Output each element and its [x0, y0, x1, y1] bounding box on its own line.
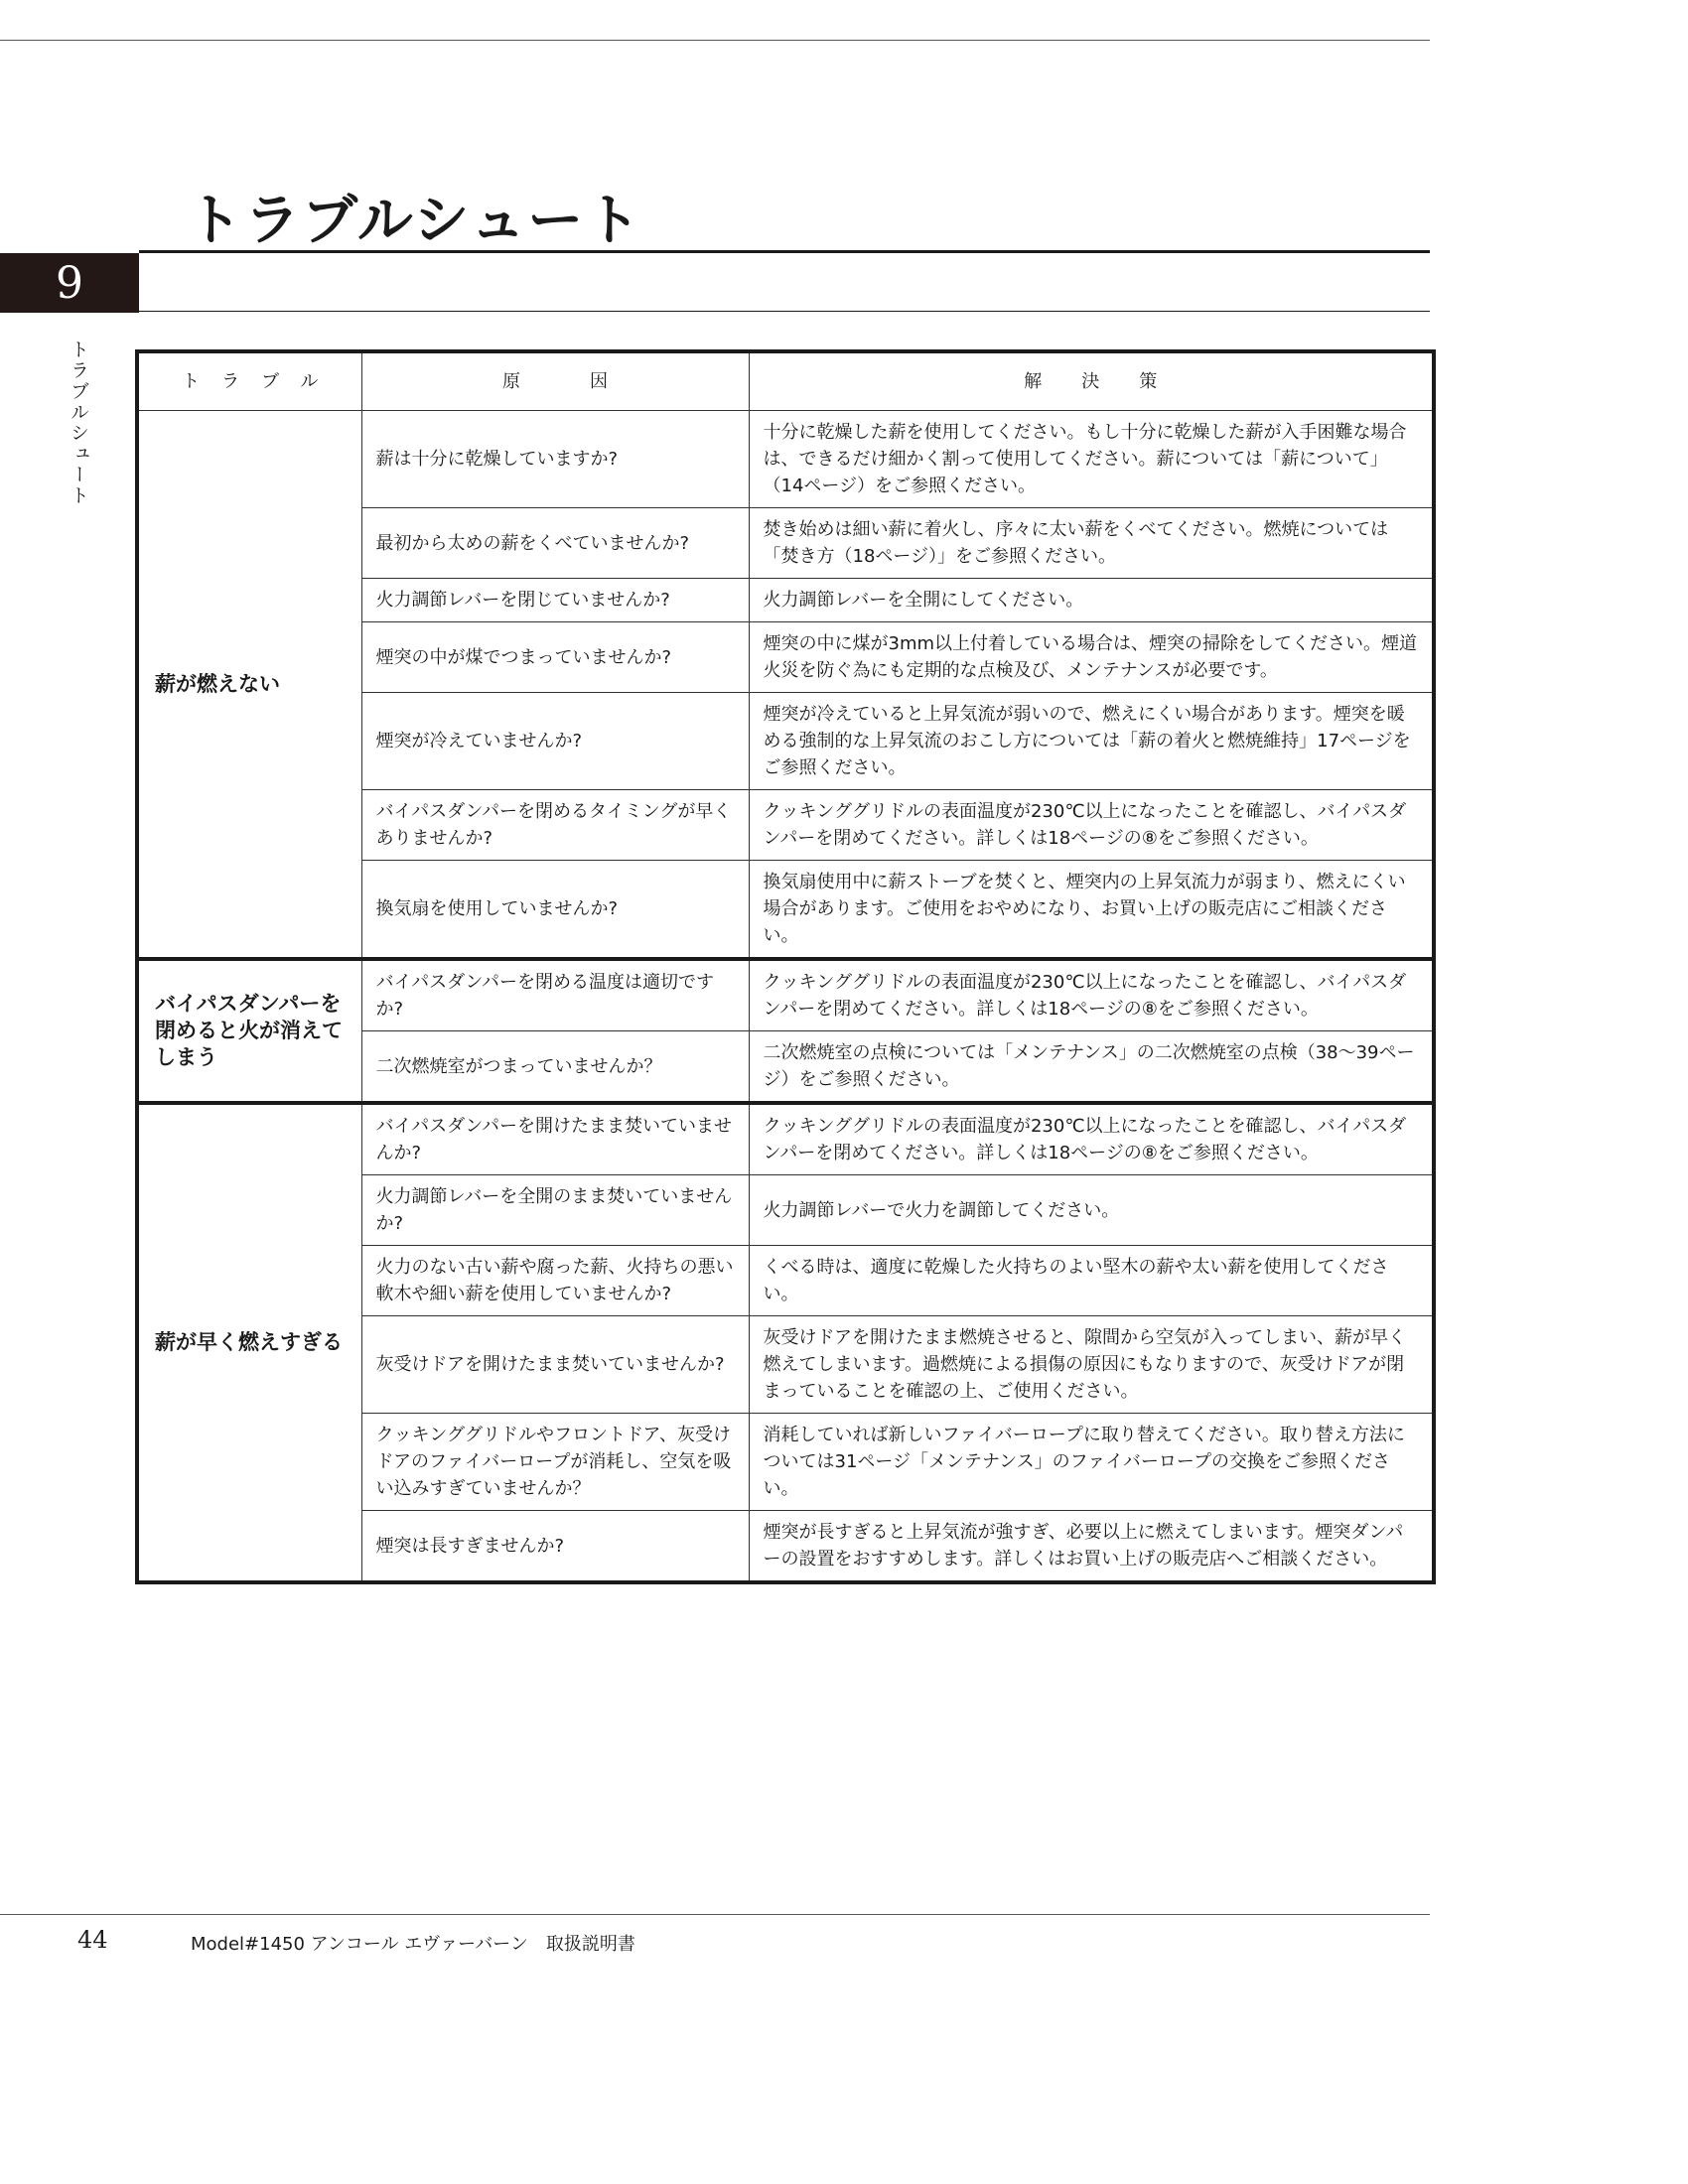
cause-cell: 煙突の中が煤でつまっていませんか? [361, 622, 749, 693]
solution-cell: クッキンググリドルの表面温度が230℃以上になったことを確認し、バイパスダンパーを閉めてください。詳しくは18ページの⑧をご参照ください。 [749, 1103, 1434, 1175]
side-chapter-label: トラブルシュート [68, 340, 89, 506]
top-rule [0, 40, 1430, 41]
cause-cell: バイパスダンパーを閉める温度は適切ですか? [361, 959, 749, 1031]
trouble-cell: 薪が早く燃えすぎる [137, 1103, 361, 1582]
solution-cell: 火力調節レバーを全開にしてください。 [749, 579, 1434, 622]
table-row [137, 1103, 1434, 1175]
table-body [137, 411, 1434, 1583]
page-number: 44 [77, 1926, 108, 1954]
cause-cell: クッキンググリドルやフロントドア、灰受けドアのファイバーロープが消耗し、空気を吸い込みすぎていませんか？ [361, 1414, 749, 1511]
cause-cell: バイパスダンパーを開けたまま焚いていませんか? [361, 1103, 749, 1175]
cause-cell: 火力調節レバーを閉じていませんか? [361, 579, 749, 622]
manual-name: Model#1450 アンコール エヴァーバーン 取扱説明書 [191, 1934, 635, 1955]
title-rule-bottom [139, 311, 1430, 312]
title-rule-top [139, 250, 1430, 253]
solution-cell: 十分に乾燥した薪を使用してください。もし十分に乾燥した薪が入手困難な場合は、できるだけ細かく割って使用してください。薪については「薪について」（14ページ）をご参照ください。 [749, 411, 1434, 508]
cause-cell: 灰受けドアを開けたまま焚いていませんか? [361, 1316, 749, 1414]
solution-cell: 灰受けドアを開けたまま燃焼させると、隙間から空気が入ってしまい、薪が早く燃えてしまいます。過燃焼による損傷の原因にもなりますので、灰受けドアが閉まっていることを確認の上、ご使用ください。 [749, 1316, 1434, 1414]
cause-cell: バイパスダンパーを閉めるタイミングが早くありませんか? [361, 790, 749, 861]
troubleshooting-table [135, 349, 1436, 1584]
solution-cell: 消耗していれば新しいファイバーロープに取り替えてください。取り替え方法については31ページ「メンテナンス」のファイバーロープの交換をご参照ください。 [749, 1414, 1434, 1511]
table-header-row [137, 351, 1434, 411]
cause-cell: 煙突が冷えていませんか? [361, 693, 749, 790]
solution-cell: 二次燃焼室の点検については「メンテナンス」の二次燃焼室の点検（38～39ページ）をご参照ください。 [749, 1031, 1434, 1104]
solution-cell: くべる時は、適度に乾燥した火持ちのよい堅木の薪や太い薪を使用してください。 [749, 1246, 1434, 1316]
solution-cell: 煙突が冷えていると上昇気流が弱いので、燃えにくい場合があります。煙突を暖める強制的な上昇気流のおこし方については「薪の着火と燃焼維持」17ページをご参照ください。 [749, 693, 1434, 790]
solution-cell: 火力調節レバーで火力を調節してください。 [749, 1175, 1434, 1246]
trouble-cell: 薪が燃えない [137, 411, 361, 960]
solution-cell: 煙突が長すぎると上昇気流が強すぎ、必要以上に燃えてしまいます。煙突ダンパーの設置をおすすめします。詳しくはお買い上げの販売店へご相談ください。 [749, 1511, 1434, 1583]
chapter-number-badge: 9 [0, 253, 139, 313]
header-solution: 解決策 [749, 351, 1434, 411]
cause-cell: 薪は十分に乾燥していますか? [361, 411, 749, 508]
header-trouble: トラブル [137, 351, 361, 411]
table-row [137, 959, 1434, 1031]
cause-cell: 換気扇を使用していませんか? [361, 861, 749, 960]
solution-cell: 換気扇使用中に薪ストーブを焚くと、煙突内の上昇気流力が弱まり、燃えにくい場合があります。ご使用をおやめになり、お買い上げの販売店にご相談ください。 [749, 861, 1434, 960]
cause-cell: 煙突は長すぎませんか? [361, 1511, 749, 1583]
header-cause: 原因 [361, 351, 749, 411]
trouble-cell: バイパスダンパーを閉めると火が消えてしまう [137, 959, 361, 1103]
solution-cell: クッキンググリドルの表面温度が230℃以上になったことを確認し、バイパスダンパーを閉めてください。詳しくは18ページの⑧をご参照ください。 [749, 959, 1434, 1031]
table-row [137, 411, 1434, 508]
cause-cell: 火力のない古い薪や腐った薪、火持ちの悪い軟木や細い薪を使用していませんか? [361, 1246, 749, 1316]
solution-cell: 焚き始めは細い薪に着火し、序々に太い薪をくべてください。燃焼については「焚き方（18ページ）」をご参照ください。 [749, 508, 1434, 579]
page-title: トラブルシュート [187, 188, 643, 253]
cause-cell: 火力調節レバーを全開のまま焚いていませんか? [361, 1175, 749, 1246]
cause-cell: 二次燃焼室がつまっていませんか？ [361, 1031, 749, 1104]
solution-cell: 煙突の中に煤が3mm以上付着している場合は、煙突の掃除をしてください。煙道火災を防ぐ為にも定期的な点検及び、メンテナンスが必要です。 [749, 622, 1434, 693]
cause-cell: 最初から太めの薪をくべていませんか? [361, 508, 749, 579]
footer-rule [0, 1914, 1430, 1915]
solution-cell: クッキンググリドルの表面温度が230℃以上になったことを確認し、バイパスダンパーを閉めてください。詳しくは18ページの⑧をご参照ください。 [749, 790, 1434, 861]
